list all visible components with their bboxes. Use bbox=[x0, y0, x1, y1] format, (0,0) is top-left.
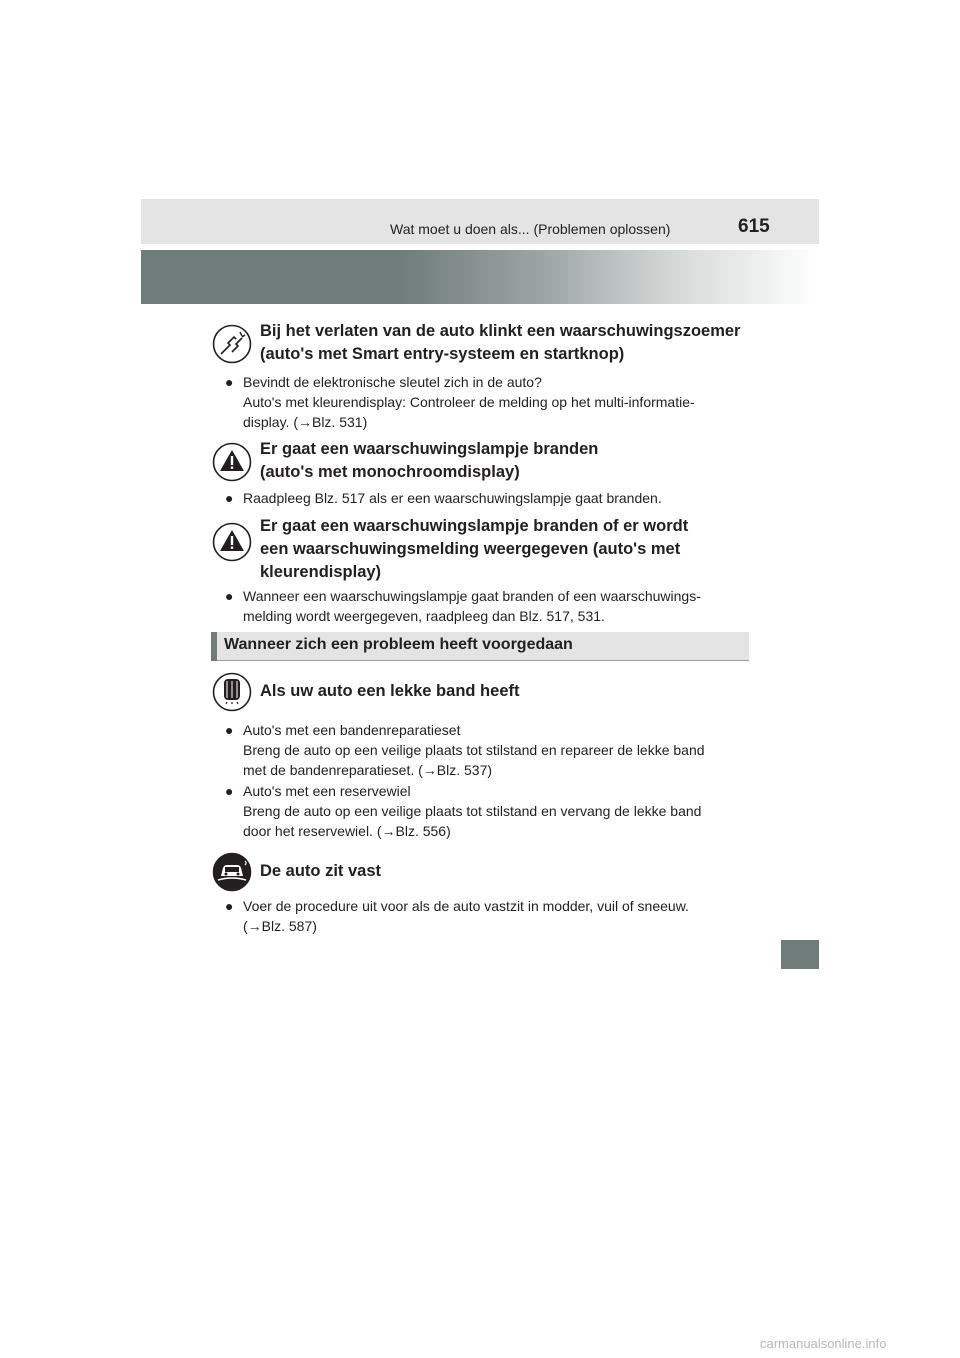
section-title-warning-color bbox=[260, 515, 760, 584]
list-item bbox=[243, 586, 745, 626]
warning-triangle-icon bbox=[212, 442, 252, 482]
bullet-marker: ● bbox=[225, 588, 234, 604]
bullet-line: (→Blz. 587) bbox=[243, 918, 317, 934]
title-line: Als uw auto een lekke band heeft bbox=[260, 682, 520, 700]
bullet-line: door het reservewiel. (→Blz. 556) bbox=[243, 823, 451, 839]
section-title-buzzer bbox=[260, 320, 760, 366]
page-number: 615 bbox=[738, 216, 770, 237]
flat-tire-icon bbox=[212, 672, 252, 712]
bullet-line: Auto's met een bandenreparatieset bbox=[243, 722, 461, 738]
bullet-line: display. (→Blz. 531) bbox=[243, 414, 368, 430]
header-title: Wat moet u doen als... (Problemen oplossen) bbox=[390, 221, 671, 237]
bullet-marker: ● bbox=[225, 722, 234, 738]
title-line: Er gaat een waarschuwingslampje branden of er wordt bbox=[260, 517, 689, 535]
bullet-line: Bevindt de elektronische sleutel zich in de auto? bbox=[243, 374, 542, 390]
warning-triangle-icon bbox=[212, 522, 252, 562]
list-item bbox=[243, 896, 745, 936]
bullet-line: Breng de auto op een veilige plaats tot stilstand en vervang de lekke band bbox=[243, 803, 702, 819]
watermark: carmanualsonline.info bbox=[760, 1336, 887, 1351]
title-line: kleurendisplay) bbox=[260, 563, 382, 581]
section-title-flat-tire bbox=[260, 680, 760, 703]
bullet-line: Raadpleeg Blz. 517 als er een waarschuwingslampje gaat branden. bbox=[243, 490, 662, 506]
bullet-marker: ● bbox=[225, 490, 234, 506]
list-item bbox=[243, 720, 745, 780]
subheading-accent bbox=[211, 632, 217, 661]
title-line: (auto's met monochroomdisplay) bbox=[260, 463, 520, 481]
section-title-warning-mono bbox=[260, 438, 760, 484]
bullet-line: Auto's met kleurendisplay: Controleer de melding op het multi-informatie- bbox=[243, 394, 695, 410]
section-title-car-stuck bbox=[260, 860, 760, 883]
chapter-band bbox=[141, 250, 819, 304]
bullet-line: Breng de auto op een veilige plaats tot stilstand en repareer de lekke band bbox=[243, 742, 705, 758]
car-stuck-icon bbox=[212, 852, 252, 892]
chapter-side-tab bbox=[781, 940, 819, 969]
title-line: (auto's met Smart entry-systeem en startknop) bbox=[260, 345, 625, 363]
bullet-line: Voer de procedure uit voor als de auto vastzit in modder, vuil of sneeuw. bbox=[243, 898, 689, 914]
list-item bbox=[243, 372, 745, 432]
list-item bbox=[243, 781, 745, 841]
bullet-line: met de bandenreparatieset. (→Blz. 537) bbox=[243, 762, 493, 778]
bullet-line: melding wordt weergegeven, raadpleeg dan Blz. 517, 531. bbox=[243, 608, 605, 624]
title-line: Er gaat een waarschuwingslampje branden bbox=[260, 440, 599, 458]
subheading: Wanneer zich een probleem heeft voorgedaan bbox=[224, 636, 573, 653]
bullet-marker: ● bbox=[225, 783, 234, 799]
bullet-line: Wanneer een waarschuwingslampje gaat branden of een waarschuwings- bbox=[243, 588, 701, 604]
title-line: een waarschuwingsmelding weergegeven (auto's met bbox=[260, 540, 681, 558]
key-warning-buzzer-icon bbox=[212, 324, 252, 364]
title-line: Bij het verlaten van de auto klinkt een waarschuwingszoemer bbox=[260, 322, 741, 340]
bullet-line: Auto's met een reservewiel bbox=[243, 783, 411, 799]
bullet-marker: ● bbox=[225, 898, 234, 914]
bullet-marker: ● bbox=[225, 374, 234, 390]
list-item bbox=[243, 488, 745, 508]
title-line: De auto zit vast bbox=[260, 862, 382, 880]
